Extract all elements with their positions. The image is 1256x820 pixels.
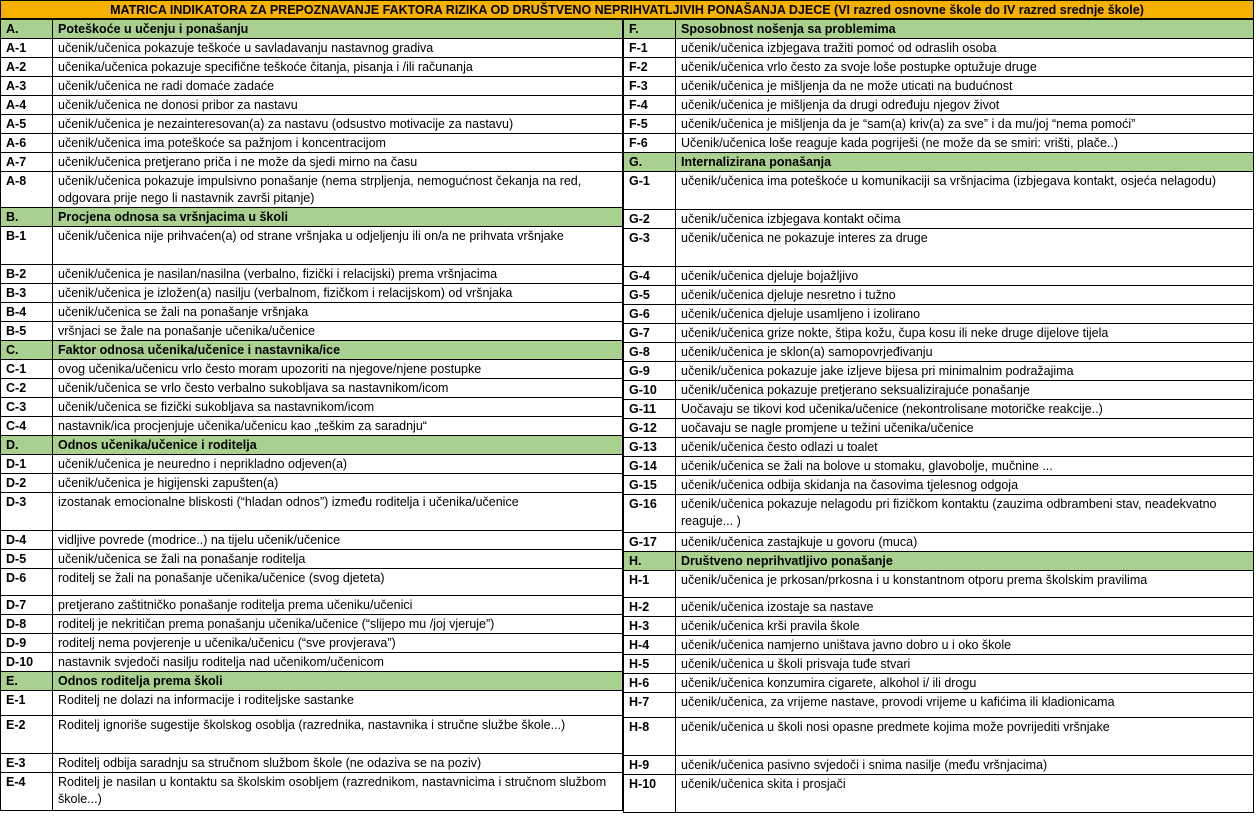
indicator-text: učenik/učenica ima poteškoće u komunikaciji sa vršnjacima (izbjegava kontakt, osjeća nelagodu) [676,172,1254,210]
indicator-code: G-8 [624,343,676,362]
indicator-text: učenik/učenica u školi nosi opasne predmete kojima može povrijediti vršnjake [676,718,1254,756]
indicator-text: učenik/učenica konzumira cigarete, alkohol i/ ili drogu [676,674,1254,693]
indicator-code: A-3 [1,77,53,96]
indicator-text: roditelj nema povjerenje u učenika/učenicu (“sve provjerava”) [53,634,623,653]
indicator-row [624,400,1254,419]
indicator-text: učenik/učenica pokazuje pretjerano seksualizirajuće ponašanje [676,381,1254,400]
section-header-row [1,20,623,39]
left-indicator-table [0,19,623,811]
indicator-row [624,39,1254,58]
indicator-code: A-4 [1,96,53,115]
section-header-row [624,20,1254,39]
indicator-code: A-5 [1,115,53,134]
section-letter: D. [1,436,53,455]
indicator-row [1,691,623,716]
indicator-code: F-4 [624,96,676,115]
indicator-code: D-3 [1,493,53,531]
section-letter: H. [624,552,676,571]
indicator-text: roditelj je nekritičan prema ponašanju učenika/učenice (“slijepo mu /joj vjeruje”) [53,615,623,634]
section-header-row [1,341,623,360]
indicator-text: učenika/učenica pokazuje specifične teškoće čitanja, pisanja i /ili računanja [53,58,623,77]
section-title: Sposobnost nošenja sa problemima [676,20,1254,39]
indicator-code: H-5 [624,655,676,674]
indicator-code: G-11 [624,400,676,419]
indicator-row [1,493,623,531]
indicator-text: učenik/učenica izbjegava kontakt očima [676,210,1254,229]
indicator-code: D-6 [1,569,53,596]
indicator-row [1,550,623,569]
indicator-text: učenik/učenica u školi prisvaja tuđe stvari [676,655,1254,674]
indicator-text: učenik/učenica je nasilan/nasilna (verbalno, fizički i relacijski) prema vršnjacima [53,265,623,284]
indicator-row [1,455,623,474]
indicator-row [1,77,623,96]
indicator-row [624,210,1254,229]
indicator-row [624,636,1254,655]
indicator-code: B-2 [1,265,53,284]
indicator-text: učenik/učenica je higijenski zapušten(a) [53,474,623,493]
indicator-code: E-4 [1,773,53,811]
indicator-text: učenik/učenica ne donosi pribor za nastavu [53,96,623,115]
indicator-code: E-1 [1,691,53,716]
indicator-row [624,457,1254,476]
indicator-code: H-9 [624,756,676,775]
indicator-row [624,96,1254,115]
indicator-text: učenik/učenica ne pokazuje interes za druge [676,229,1254,267]
indicator-row [624,438,1254,457]
indicator-row [1,303,623,322]
indicator-text: Roditelj ne dolazi na informacije i roditeljske sastanke [53,691,623,716]
section-title: Odnos roditelja prema školi [53,672,623,691]
indicator-code: F-2 [624,58,676,77]
indicator-row [1,115,623,134]
indicator-code: E-3 [1,754,53,773]
indicator-row [1,773,623,811]
indicator-code: H-2 [624,598,676,617]
indicator-text: učenik/učenica vrlo često za svoje loše postupke optužuje druge [676,58,1254,77]
indicator-text: učenik/učenica pokazuje nelagodu pri fizičkom kontaktu (zauzima odbrambeni stav, neadekvatno reaguje... ) [676,495,1254,533]
indicator-row [1,322,623,341]
indicator-code: H-8 [624,718,676,756]
indicator-code: F-6 [624,134,676,153]
indicator-code: G-3 [624,229,676,267]
indicator-code: G-7 [624,324,676,343]
indicator-row [624,115,1254,134]
indicator-code: C-2 [1,379,53,398]
indicator-text: učenik/učenica zastajkuje u govoru (muca) [676,533,1254,552]
indicator-row [624,305,1254,324]
indicator-text: vršnjaci se žale na ponašanje učenika/učenice [53,322,623,341]
section-letter: E. [1,672,53,691]
indicator-text: nastavnik svjedoči nasilju roditelja nad učenikom/učenicom [53,653,623,672]
indicator-text: učenik/učenica izostaje sa nastave [676,598,1254,617]
section-title: Faktor odnosa učenika/učenice i nastavnika/ice [53,341,623,360]
indicator-code: C-4 [1,417,53,436]
indicator-row [624,693,1254,718]
indicator-text: učenik/učenica je mišljenja da drugi određuju njegov život [676,96,1254,115]
indicator-code: B-3 [1,284,53,303]
indicator-code: G-4 [624,267,676,286]
indicator-text: učenik/učenica grize nokte, štipa kožu, čupa kosu ili neke druge dijelove tijela [676,324,1254,343]
right-indicator-table [623,19,1254,813]
indicator-text: učenik/učenica pretjerano priča i ne može da sjedi mirno na času [53,153,623,172]
indicator-row [624,343,1254,362]
indicator-row [624,267,1254,286]
indicator-row [624,533,1254,552]
section-header-row [1,208,623,227]
indicator-text: učenik/učenica je izložen(a) nasilju (verbalnom, fizičkom i relacijskom) od vršnjaka [53,284,623,303]
indicator-row [624,756,1254,775]
indicator-text: učenik/učenica je neuredno i neprikladno odjeven(a) [53,455,623,474]
indicator-row [624,495,1254,533]
indicator-row [624,775,1254,813]
indicator-code: G-16 [624,495,676,533]
indicator-row [1,596,623,615]
indicator-row [1,96,623,115]
indicator-text: učenik/učenica je mišljenja da ne može uticati na budućnost [676,77,1254,96]
section-header-row [624,552,1254,571]
indicator-code: F-1 [624,39,676,58]
indicator-row [624,172,1254,210]
indicator-text: učenik/učenica namjerno uništava javno dobro u i oko škole [676,636,1254,655]
indicator-row [1,172,623,208]
indicator-text: učenik/učenica pasivno svjedoči i snima nasilje (među vršnjacima) [676,756,1254,775]
indicator-text: učenik/učenica pokazuje jake izljeve bijesa pri minimalnim podražajima [676,362,1254,381]
indicator-text: učenik/učenica pokazuje teškoće u savladavanju nastavnog gradiva [53,39,623,58]
indicator-row [1,615,623,634]
indicator-row [1,634,623,653]
indicator-code: G-13 [624,438,676,457]
section-title: Internalizirana ponašanja [676,153,1254,172]
indicator-text: učenik/učenica ne radi domaće zadaće [53,77,623,96]
indicator-text: pretjerano zaštitničko ponašanje roditelja prema učeniku/učenici [53,596,623,615]
indicator-text: učenik/učenica, za vrijeme nastave, provodi vrijeme u kafićima ili kladionicama [676,693,1254,718]
indicator-text: Učenik/učenica loše reaguje kada pogriješi (ne može da se smiri: vrišti, plače..) [676,134,1254,153]
indicator-text: učenik/učenica krši pravila škole [676,617,1254,636]
indicator-text: roditelj se žali na ponašanje učenika/učenice (svog djeteta) [53,569,623,596]
indicator-text: Roditelj je nasilan u kontaktu sa školskim osobljem (razrednikom, nastavnicima i stručnom službom škole...) [53,773,623,811]
indicator-row [624,381,1254,400]
indicator-text: Uočavaju se tikovi kod učenika/učenice (nekontrolisane motoričke reakcije..) [676,400,1254,419]
section-header-row [624,153,1254,172]
indicator-text: Roditelj odbija saradnju sa stručnom službom škole (ne odaziva se na poziv) [53,754,623,773]
indicator-text: nastavnik/ica procjenjuje učenika/učenicu kao „teškim za saradnju“ [53,417,623,436]
indicator-code: B-1 [1,227,53,265]
indicator-text: Roditelj ignoriše sugestije školskog osoblja (razrednika, nastavnika i stručne službe škole...) [53,716,623,754]
indicator-text: učenik/učenica se fizički sukobljava sa nastavnikom/icom [53,398,623,417]
indicator-code: H-7 [624,693,676,718]
indicator-row [624,419,1254,438]
document-title: MATRICA INDIKATORA ZA PREPOZNAVANJE FAKTORA RIZIKA OD DRUŠTVENO NEPRIHVATLJIVIH PONAŠANJA DJECE (VI razred osnovne škole do IV razred srednje škole) [0,0,1254,19]
section-title: Poteškoće u učenju i ponašanju [53,20,623,39]
indicator-code: G-12 [624,419,676,438]
section-title: Odnos učenika/učenice i roditelja [53,436,623,455]
indicator-text: vidljive povrede (modrice..) na tijelu učenik/učenice [53,531,623,550]
indicator-text: učenik/učenica je sklon(a) samopovrjeđivanju [676,343,1254,362]
indicator-row [624,362,1254,381]
indicator-row [624,718,1254,756]
indicator-code: D-4 [1,531,53,550]
indicator-row [624,134,1254,153]
indicator-text: ovog učenika/učenicu vrlo često moram upozoriti na njegove/njene postupke [53,360,623,379]
indicator-code: G-17 [624,533,676,552]
indicator-text: učenik/učenica je mišljenja da je “sam(a) kriv(a) za sve” i da mu/joj “nema pomoći” [676,115,1254,134]
indicator-row [1,39,623,58]
indicator-row [624,598,1254,617]
indicator-code: B-4 [1,303,53,322]
indicator-code: G-5 [624,286,676,305]
indicator-text: učenik/učenica djeluje nesretno i tužno [676,286,1254,305]
indicator-code: D-9 [1,634,53,653]
indicator-text: učenik/učenica se žali na ponašanje vršnjaka [53,303,623,322]
indicator-row [624,58,1254,77]
indicator-text: učenik/učenica skita i prosjači [676,775,1254,813]
indicator-row [1,284,623,303]
section-header-row [1,436,623,455]
indicator-row [624,655,1254,674]
indicator-code: H-1 [624,571,676,598]
indicator-code: H-3 [624,617,676,636]
indicator-row [1,379,623,398]
section-title: Društveno neprihvatljivo ponašanje [676,552,1254,571]
indicator-code: D-5 [1,550,53,569]
indicator-code: G-9 [624,362,676,381]
indicator-code: A-8 [1,172,53,208]
indicator-code: A-1 [1,39,53,58]
section-letter: F. [624,20,676,39]
indicator-text: učenik/učenica se vrlo često verbalno sukobljava sa nastavnikom/icom [53,379,623,398]
indicator-text: uočavaju se nagle promjene u težini učenika/učenice [676,419,1254,438]
indicator-text: učenik/učenica djeluje usamljeno i izolirano [676,305,1254,324]
indicator-text: učenik/učenica pokazuje impulsivno ponašanje (nema strpljenja, nemogućnost čekanja na red, odgovara prije nego li nastavnik završi pitanje) [53,172,623,208]
indicator-code: B-5 [1,322,53,341]
indicator-code: H-10 [624,775,676,813]
indicator-text: učenik/učenica nije prihvaćen(a) od strane vršnjaka u odjeljenju ili on/a ne prihvata vršnjake [53,227,623,265]
indicator-code: H-4 [624,636,676,655]
section-letter: B. [1,208,53,227]
indicator-code: G-10 [624,381,676,400]
indicator-text: učenik/učenica odbija skidanja na časovima tjelesnog odgoja [676,476,1254,495]
indicator-row [624,571,1254,598]
indicator-code: A-6 [1,134,53,153]
indicator-code: C-1 [1,360,53,379]
indicator-row [624,674,1254,693]
indicator-code: D-10 [1,653,53,672]
indicator-text: učenik/učenica se žali na ponašanje roditelja [53,550,623,569]
indicator-code: A-2 [1,58,53,77]
indicator-row [624,617,1254,636]
section-letter: A. [1,20,53,39]
indicator-code: C-3 [1,398,53,417]
indicator-row [624,77,1254,96]
indicator-row [1,360,623,379]
indicator-code: F-5 [624,115,676,134]
section-letter: C. [1,341,53,360]
indicator-text: učenik/učenica često odlazi u toalet [676,438,1254,457]
indicator-code: D-1 [1,455,53,474]
indicator-row [1,474,623,493]
indicator-row [1,569,623,596]
section-letter: G. [624,153,676,172]
indicator-code: G-15 [624,476,676,495]
indicator-row [1,754,623,773]
indicator-code: G-1 [624,172,676,210]
indicator-text: učenik/učenica je nezainteresovan(a) za nastavu (odsustvo motivacije za nastavu) [53,115,623,134]
indicator-row [1,653,623,672]
indicator-text: učenik/učenica je prkosan/prkosna i u konstantnom otporu prema školskim pravilima [676,571,1254,598]
section-header-row [1,672,623,691]
indicator-code: A-7 [1,153,53,172]
indicator-text: učenik/učenica izbjegava tražiti pomoć od odraslih osoba [676,39,1254,58]
section-title: Procjena odnosa sa vršnjacima u školi [53,208,623,227]
indicator-code: H-6 [624,674,676,693]
indicator-row [1,417,623,436]
indicator-code: E-2 [1,716,53,754]
indicator-row [1,398,623,417]
indicator-code: D-2 [1,474,53,493]
indicator-row [1,227,623,265]
indicator-row [1,153,623,172]
indicator-code: F-3 [624,77,676,96]
indicator-row [1,58,623,77]
indicator-row [1,716,623,754]
indicator-row [624,286,1254,305]
indicator-code: G-14 [624,457,676,476]
indicator-row [1,265,623,284]
indicator-text: učenik/učenica ima poteškoće sa pažnjom i koncentracijom [53,134,623,153]
indicator-code: D-7 [1,596,53,615]
indicator-code: G-2 [624,210,676,229]
indicator-text: izostanak emocionalne bliskosti (“hladan odnos”) između roditelja i učenika/učenice [53,493,623,531]
indicator-row [624,476,1254,495]
indicator-code: D-8 [1,615,53,634]
indicator-code: G-6 [624,305,676,324]
indicator-text: učenik/učenica djeluje bojažljivo [676,267,1254,286]
indicator-text: učenik/učenica se žali na bolove u stomaku, glavobolje, mučnine ... [676,457,1254,476]
indicator-row [1,134,623,153]
indicator-row [624,229,1254,267]
indicator-row [624,324,1254,343]
indicator-row [1,531,623,550]
